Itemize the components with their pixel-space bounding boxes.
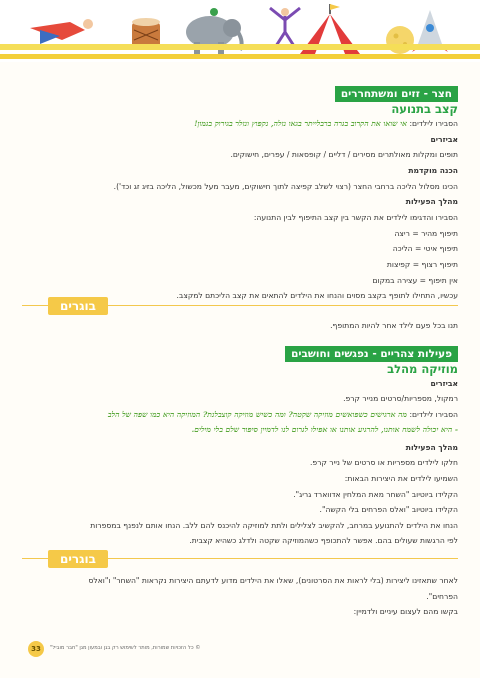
adults-question: בקשו מהם לעצום עיניים ולדמיין:: [353, 607, 458, 616]
banner-stripe-dark: [0, 54, 480, 59]
equipment-text: רמקול, מספריות/סרטים מנייר קרפ.: [343, 394, 458, 403]
equipment-text: תופים ומקלות מאולתרים מסירים / דליים / קופסאות / עפרים, חישוקים.: [230, 150, 458, 159]
section-subtitle-music: מוזיקה מהלב: [387, 362, 458, 376]
intro-line: [20, 410, 458, 420]
intro-handwriting: מה ארגישים כשפואשים מוזיקה שקטה? ומה כשיש מוזיקה קוצבלנת? המוזיקה היא כמו שפה של הלב: [107, 410, 408, 419]
step-item: הקלידו ביוטיוב "השחר מאת המלחין אדווארד גריג".: [293, 490, 458, 499]
intro-prefix: הסבירו לילדים:: [407, 119, 458, 128]
rule-item: תיפוף מהיר = ריצה: [394, 229, 458, 238]
closing-text: עכשיו, התחילו לתופף בקצב מסוים והנחו את הילדים להתאים את קצב הליכתם למקצב.: [176, 291, 458, 300]
intro-line: [20, 119, 458, 129]
intro-prefix: הסבירו לילדים:: [407, 410, 458, 419]
step-item: הנחו את הילדים להתנועע במרחב, להקשיב לצלילים ולתת למוזיקה להיכנס להם ללב. הנחו אותם לנפנף במספרות: [90, 521, 458, 530]
process-title: מהלך הפעילות: [405, 197, 458, 206]
rule-item: תיפוף רצוף = קפיצות: [386, 260, 458, 269]
rule-item: תיפוף איטי = הליכה: [392, 244, 458, 253]
superhero-icon: [30, 19, 93, 44]
circus-banner: [0, 0, 480, 62]
section-header-noon: פעילות צהריים - נפגשים וחושבים: [285, 346, 458, 362]
intro-handwriting-2: - היא יכולה לשמח אותנו, להרגיע אותנו או אפילו לגרום לנו לדמיין סיפור שלם בלי מילים.: [191, 425, 458, 434]
process-intro: הסבירו והדגימו לילדים את הקשר בין קצב התיפוף לבין התנועה:: [253, 213, 458, 222]
intro-handwriting: אי שואו את הקרוב בגרה ברבלייתר בגאו נזלה, נקפוץ ונזלר בגירוק בגמון!: [194, 119, 408, 128]
adults-tip: תנו בכל פעם לילד אחר להיות המתופף.: [330, 321, 458, 330]
equipment-title: אביזרים: [430, 135, 458, 144]
rule-item: אין תיפוף = עצירה במקום: [372, 276, 458, 285]
adults-question: הפרחים".: [426, 592, 458, 601]
step-item: הקלידו ביוטיוב "ואלס הפרחים בלי הקשה".: [319, 505, 458, 514]
equipment-title: אביזרים: [430, 379, 458, 388]
page-number: 33: [28, 641, 44, 657]
step-item: לפי הרגשות שעולים בהם. אפשר להתכופף כשהמוזיקה שקטה ולדלג כשהיא קצבית.: [189, 536, 458, 545]
section-subtitle-rhythm: קצב בתנועה: [391, 102, 458, 116]
circus-illustration: [0, 0, 480, 62]
prep-title: הכנה מוקדמת: [408, 166, 458, 175]
step-item: חלקו לילדים מספריות או סרטים של נייר קרפ.: [310, 458, 458, 467]
footer-credit: © כל הזכויות שמורות, מותר לשימוש רק בגן ובמעון מגן "חבר מוביל": [50, 645, 201, 651]
adults-tag: בוגרים: [48, 550, 108, 568]
section-header-courtyard: חצר - זזים ומשתחררים: [335, 86, 458, 102]
banner-stripe: [0, 44, 480, 50]
adults-tag: בוגרים: [48, 297, 108, 315]
acrobat-icon: [270, 8, 300, 46]
prep-text: הכינו מסלול הליכה ברחבי החצר (רצוי לשלב קפיצה לתוך חישוקים, מעבר מעל מכשול, הליכה בזיג זג וכד').: [113, 182, 458, 191]
step-item: השמיעו לילדים את היצירות הבאות:: [344, 474, 458, 483]
process-title: מהלך הפעילות: [405, 443, 458, 452]
adults-question: לאחר שתאזינו ליצירות (בלי לראות את הסרטונים), שאלו את הילדים מדוע לדעתם היצירות נקראות "השחר" ו"ואלס: [88, 576, 458, 585]
